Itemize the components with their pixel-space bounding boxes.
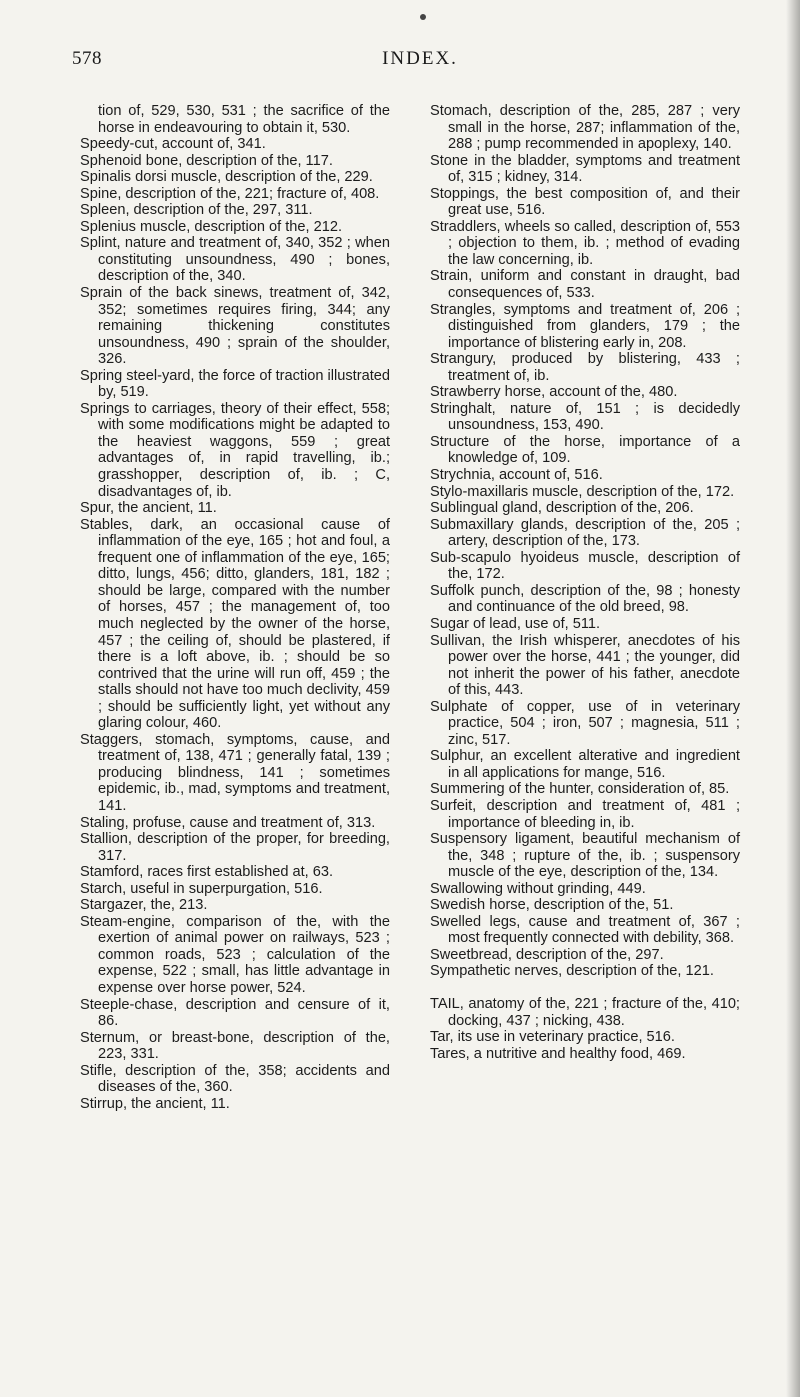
index-entry: Splint, nature and treatment of, 340, 352 ; when constituting unsoundness, 490 ; bones, description of the, 340. [80,235,390,285]
index-entry: Steeple-chase, description and censure of it, 86. [80,996,390,1030]
index-entry: Sternum, or breast-bone, description of the, 223, 331. [80,1029,390,1063]
index-entry: Strawberry horse, account of the, 480. [430,384,678,401]
index-entry: Suffolk punch, description of the, 98 ; honesty and continuance of the old breed, 98. [430,582,740,616]
index-entry: Sulphate of copper, use of in veterinary practice, 504 ; iron, 507 ; magnesia, 511 ; zinc, 517. [430,698,740,748]
index-entry: Strangury, produced by blistering, 433 ; treatment of, ib. [430,351,740,384]
index-entry: Summering of the hunter, consideration of, 85. [430,781,730,798]
index-entry: Straddlers, wheels so called, description of, 553 ; objection to them, ib. ; method of evading the law concerning, ib. [430,218,740,268]
index-entry: Sphenoid bone, description of the, 117. [80,152,333,169]
index-entry: Sullivan, the Irish whisperer, anecdotes of his power over the horse, 441 ; the younger, did not inherit the power of his father, anecdote of this, 443. [430,632,740,699]
running-title: INDEX. [382,48,458,69]
index-entry: Spleen, description of the, 297, 311. [80,202,313,219]
index-entry: Strychnia, account of, 516. [430,467,603,484]
index-entry: Splenius muscle, description of the, 212. [80,218,343,235]
index-entry: Swedish horse, description of the, 51. [430,897,674,914]
index-entry: Sugar of lead, use of, 511. [430,615,601,632]
index-column-right [430,103,740,1062]
index-entry: Tar, its use in veterinary practice, 516. [430,1029,675,1046]
page-header [72,48,760,74]
index-entry: Sub-scapulo hyoideus muscle, description of the, 172. [430,549,740,583]
index-entry: Sympathetic nerves, description of the, 121. [430,963,714,980]
index-entry: Stifle, description of the, 358; accidents and diseases of the, 360. [80,1062,390,1096]
printing-dot [420,14,426,20]
index-entry: Sublingual gland, description of the, 206. [430,500,694,517]
index-entry: TAIL, anatomy of the, 221 ; fracture of the, 410; docking, 437 ; nicking, 438. [430,995,740,1029]
index-entry: Tares, a nutritive and healthy food, 469. [430,1045,686,1062]
index-entry: Surfeit, description and treatment of, 481 ; importance of bleeding in, ib. [430,797,740,831]
index-entry: Swallowing without grinding, 449. [430,880,646,897]
index-entry: Speedy-cut, account of, 341. [80,136,266,153]
index-entry: Stoppings, the best composition of, and their great use, 516. [430,185,740,219]
index-entry: Sprain of the back sinews, treatment of, 342, 352; sometimes requires firing, 344; any remaining thickening constitutes unsoundness, 490 ; sprain of the shoulder, 326. [80,285,390,368]
index-entry: Springs to carriages, theory of their effect, 558; with some modifications might be adapted to the heaviest waggons, 559 ; great advantages of, in rapid travelling, ib.; grasshopper, description of, ib. ; C, disadvantages of, ib. [80,400,390,500]
index-entry: Stirrup, the ancient, 11. [80,1095,230,1112]
index-entry: Strain, uniform and constant in draught, bad consequences of, 533. [430,268,740,302]
index-entry: Spinalis dorsi muscle, description of the, 229. [80,169,373,186]
index-entry: Sweetbread, description of the, 297. [430,946,664,963]
page-edge-shadow [786,0,800,1397]
index-entry: Stomach, description of the, 285, 287 ; very small in the horse, 287; inflammation of the, 288 ; pump recommended in apoplexy, 140. [430,103,740,153]
index-entry: Spring steel-yard, the force of traction illustrated by, 519. [80,367,390,401]
index-entry: Spine, description of the, 221; fracture of, 408. [80,185,380,202]
index-entry: Stargazer, the, 213. [80,897,208,914]
index-entry: Stone in the bladder, symptoms and treatment of, 315 ; kidney, 314. [430,152,740,186]
index-entry: Stylo-maxillaris muscle, description of the, 172. [430,483,735,500]
index-entry: Stallion, description of the proper, for breeding, 317. [80,831,390,864]
index-entry: Structure of the horse, importance of a knowledge of, 109. [430,433,740,467]
index-column-left [80,103,390,1112]
index-entry: Stables, dark, an occasional cause of inflammation of the eye, 165 ; hot and foul, a frequent one of inflammation of the eye, 165; ditto, lungs, 456; ditto, glanders, 181, 182 ; should be large, compared with the number of horses, 457 ; the management of, too much neglected by the owner of the horse, 457 ; the ceiling of, should be plastered, if there is a loft above, ib. ; should be so contrived that the urine will run off, 459 ; the stalls should not have too much declivity, 459 ; should be sufficiently light, yet without any glaring colour, 460. [80,516,390,732]
index-entry: Stringhalt, nature of, 151 ; is decidedly unsoundness, 153, 490. [430,400,740,434]
index-entry: Staling, profuse, cause and treatment of, 313. [80,814,376,831]
index-entry: Staggers, stomach, symptoms, cause, and treatment of, 138, 471 ; generally fatal, 139 ; producing blindness, 141 ; sometimes epidemic, ib., mad, symptoms and treatment, 141. [80,731,390,814]
index-entry: tion of, 529, 530, 531 ; the sacrifice of the horse in endeavouring to obtain it, 530. [98,103,390,136]
index-entry: Starch, useful in superpurgation, 516. [80,880,323,897]
index-entry: Steam-engine, comparison of the, with the exertion of animal power on railways, 523 ; common roads, 523 ; calculation of the expense, 522 ; small, has little advantage in expense over horse power, 524. [80,913,390,996]
index-entry: Submaxillary glands, description of the, 205 ; artery, description of the, 173. [430,516,740,550]
index-entry: Spur, the ancient, 11. [80,500,217,517]
index-entry: Suspensory ligament, beautiful mechanism of the, 348 ; rupture of the, ib. ; suspensory muscle of the eye, description of the, 134. [430,831,740,881]
index-entry: Stamford, races first established at, 63. [80,864,334,881]
index-entry: Swelled legs, cause and treatment of, 367 ; most frequently connected with debility, 368. [430,913,740,947]
page-number: 578 [72,48,102,69]
index-entry: Strangles, symptoms and treatment of, 206 ; distinguished from glanders, 179 ; the importance of blistering early in, 208. [430,301,740,351]
index-entry: Sulphur, an excellent alterative and ingredient in all applications for mange, 516. [430,748,740,781]
